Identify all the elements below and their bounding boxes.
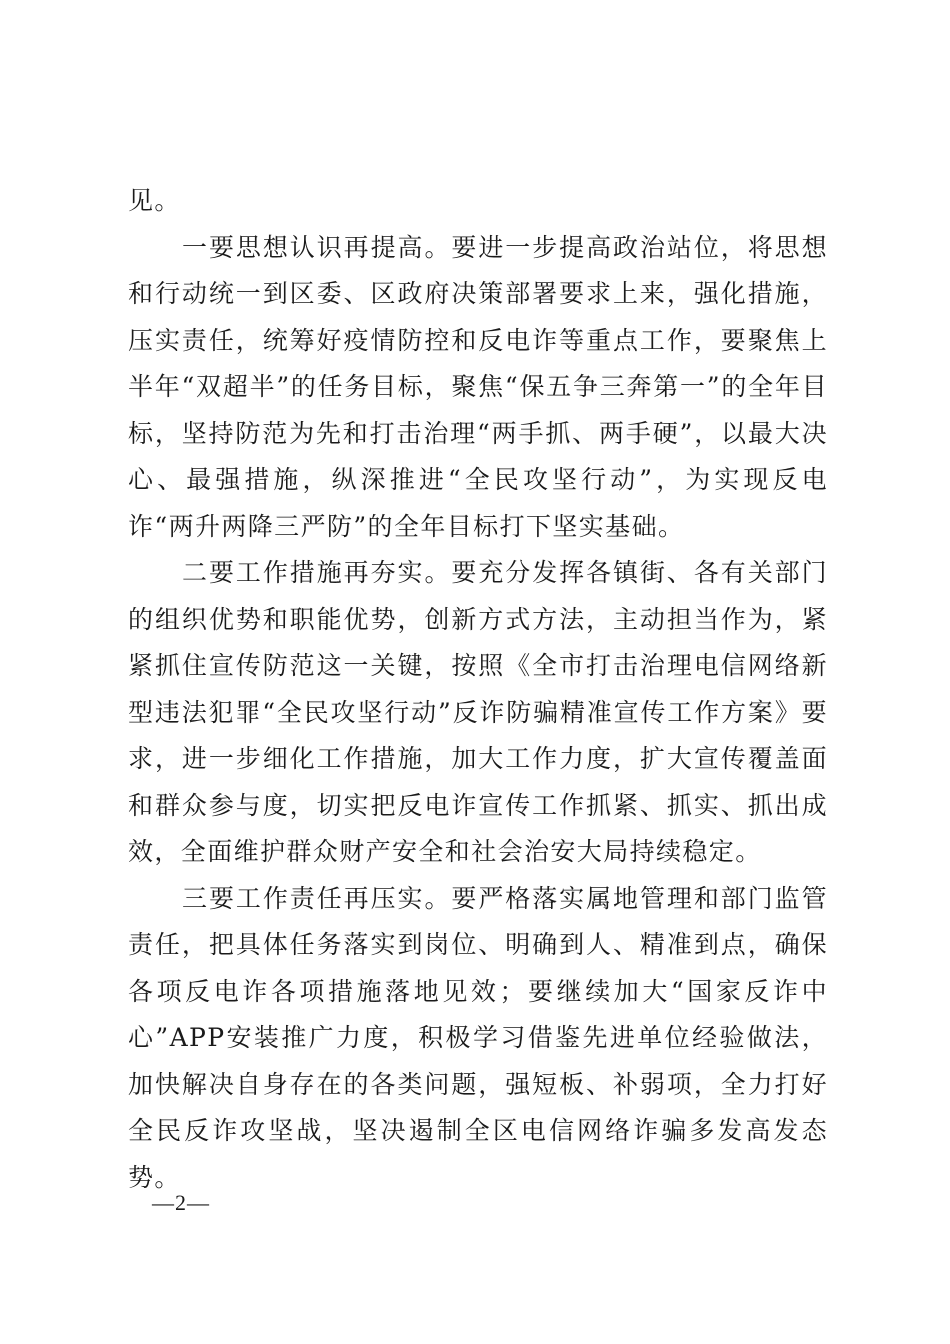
- page-number: —2—: [152, 1190, 210, 1215]
- paragraph-measures: 二要工作措施再夯实。要充分发挥各镇街、各有关部门的组织优势和职能优势，创新方式方法，主动担当作为，紧紧抓住宣传防范这一关键，按照《全市打击治理电信网络新型违法犯罪“全民攻坚行动”反诈防骗精准宣传工作方案》要求，进一步细化工作措施，加大工作力度，扩大宣传覆盖面和群众参与度，切实把反电诈宣传工作抓紧、抓实、抓出成效，全面维护群众财产安全和社会治安大局持续稳定。: [128, 558, 828, 866]
- document-body: [128, 178, 828, 1201]
- paragraph-continuation: 见。: [128, 186, 181, 215]
- paragraph-thinking: 一要思想认识再提高。要进一步提高政治站位，将思想和行动统一到区委、区政府决策部署要求上来，强化措施，压实责任，统筹好疫情防控和反电诈等重点工作，要聚焦上半年“双超半”的任务目标，聚焦“保五争三奔第一”的全年目标，坚持防范为先和打击治理“两手抓、两手硬”，以最大决心、最强措施，纵深推进“全民攻坚行动”，为实现反电诈“两升两降三严防”的全年目标打下坚实基础。: [128, 232, 828, 541]
- paragraph-responsibility: 三要工作责任再压实。要严格落实属地管理和部门监管责任，把具体任务落实到岗位、明确到人、精准到点，确保各项反电诈各项措施落地见效；要继续加大“国家反诈中心”APP安装推广力度，积极学习借鉴先进单位经验做法，加快解决自身存在的各类问题，强短板、补弱项，全力打好全民反诈攻坚战，坚决遏制全区电信网络诈骗多发高发态势。: [128, 883, 828, 1192]
